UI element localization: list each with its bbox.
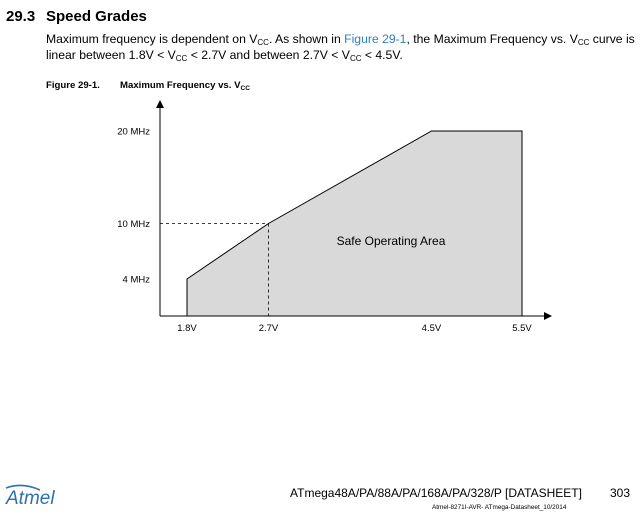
footer-doc-id: Atmel-8271I-AVR- ATmega-Datasheet_10/2014 xyxy=(432,504,567,511)
y-tick-label: 20 MHz xyxy=(117,126,150,138)
para-text: < 2.7V and between 2.7V < V xyxy=(187,48,350,62)
footer-doc-title: ATmega48A/PA/88A/PA/168A/PA/328/P [DATASHEET] xyxy=(290,486,582,500)
y-tick-label: 10 MHz xyxy=(117,219,150,230)
x-tick-label: 2.7V xyxy=(258,323,279,334)
figure-link[interactable]: Figure 29-1 xyxy=(344,32,407,46)
section-title: Speed Grades xyxy=(46,8,147,25)
svg-text:Atmel: Atmel xyxy=(6,488,55,509)
safe-operating-area xyxy=(187,131,522,316)
y-tick-label: 4 MHz xyxy=(122,274,150,286)
para-text: Maximum frequency is dependent on V xyxy=(46,32,258,46)
figure-title: Maximum Frequency vs. $V_{CC}$ xyxy=(120,80,250,92)
atmel-logo xyxy=(0,484,80,514)
vcc-subscript: CC xyxy=(175,54,188,63)
para-text: < 4.5V. xyxy=(361,48,403,62)
x-tick-label: 1.8V xyxy=(177,323,197,334)
vcc-subscript: CC xyxy=(577,38,590,47)
page-number: 303 xyxy=(610,486,631,500)
x-tick-label: 5.5V xyxy=(512,323,532,334)
y-tick-labels xyxy=(117,127,150,286)
section-number: 29.3 xyxy=(6,8,36,25)
para-text: linear between 1.8V < V xyxy=(46,48,176,62)
x-tick-labels xyxy=(177,323,532,334)
vcc-subscript: CC xyxy=(349,54,362,63)
para-text: curve is xyxy=(589,32,635,46)
figure-label: Figure 29-1. xyxy=(46,80,100,91)
vcc-subscript: CC xyxy=(257,38,269,47)
para-text: , the Maximum Frequency vs. V xyxy=(406,32,578,46)
area-label: Safe Operating Area xyxy=(336,234,446,248)
x-tick-label: 4.5V xyxy=(421,323,442,334)
para-text: . As shown in xyxy=(268,32,345,46)
